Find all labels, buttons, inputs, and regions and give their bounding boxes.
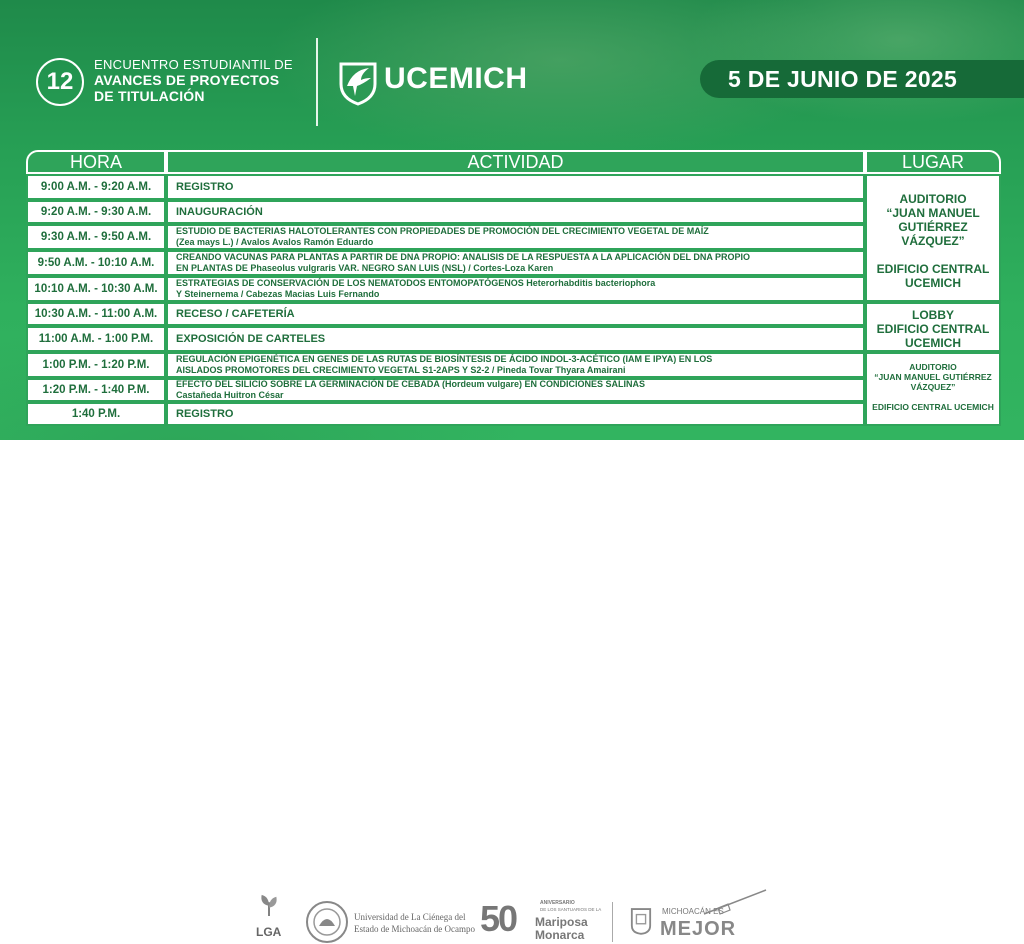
table-row [26,352,865,378]
pen-swoosh-icon [700,888,770,918]
activity-cell: INAUGURACIÓN [166,200,865,224]
activity-title: ESTUDIO DE BACTERIAS HALOTOLERANTES CON PROPIEDADES DE PROMOCIÓN DEL CRECIMIENTO VEGETAL DE MAÍZ [176,226,709,236]
activity-cell: REGISTRO [166,402,865,426]
activity-author: Castañeda Huitron César [176,390,284,400]
ucemich-wordmark: UCEMICH [384,62,528,95]
table-row [26,402,865,426]
header-time: HORA [26,150,166,174]
location-line: UCEMICH [905,336,961,350]
event-title-line1: ENCUENTRO ESTUDIANTIL DE [94,57,293,72]
location-line: UCEMICH [905,276,961,290]
table-row [26,174,865,200]
location-line: AUDITORIO [909,362,957,372]
time-cell: 9:00 A.M. - 9:20 A.M. [26,174,166,200]
table-row [26,200,865,224]
mejor-text: MEJOR [660,918,737,940]
header-activity: ACTIVIDAD [166,150,865,174]
location-line: AUDITORIO [899,192,967,206]
lga-text: LGA [256,925,282,939]
table-row [26,302,865,326]
monarca-text: Monarca [535,928,585,942]
michoacan-es-text: MICHOACÁN ES [662,907,724,916]
header-divider [316,38,318,126]
university-name-line1: Universidad de La Ciénega del [354,912,466,922]
header-location: LUGAR [865,150,1001,174]
location-line: VÁZQUEZ” [901,234,965,248]
location-line: EDIFICIO CENTRAL UCEMICH [872,402,994,412]
location-line: GUTIÉRREZ [898,220,968,234]
time-cell: 1:00 P.M. - 1:20 P.M. [26,352,166,378]
anniversary-sublabel: DE LOS SANTUARIOS DE LA [540,907,602,912]
event-title-line2: AVANCES DE PROYECTOS [94,72,280,88]
table-row [26,378,865,402]
activity-cell: REGISTRO [166,174,865,200]
activity-title: EFECTO DEL SILICIO SOBRE LA GERMINACIÓN DE CEBADA (Hordeum vulgare) EN CONDICIONES SALINAS [176,379,646,389]
mariposa-text: Mariposa [535,915,588,929]
activity-title: REGULACIÓN EPIGENÉTICA EN GENES DE LAS RUTAS DE BIOSÍNTESIS DE ÁCIDO INDOL-3-ACÉTICO (IAM E IPYA) EN LOS [176,354,713,364]
activity-cell [166,352,865,378]
table-row [26,276,865,302]
location-line: LOBBY [912,308,954,322]
activity-title: ESTRATEGIAS DE CONSERVACIÓN DE LOS NEMATODOS ENTOMOPATÓGENOS Heterorhabditis bacteriophora [176,278,656,288]
activity-author: Y Steinernema / Cabezas Macias Luis Fernando [176,289,380,299]
footer-divider [612,902,613,942]
activity-author: (Zea mays L.) / Avalos Avalos Ramón Eduardo [176,237,374,247]
location-line: VÁZQUEZ” [910,382,956,392]
university-name-line2: Estado de Michoacán de Ocampo [354,924,475,934]
activity-cell [166,378,865,402]
location-line: EDIFICIO CENTRAL [876,322,990,336]
university-seal-icon [305,900,349,944]
activity-author: EN PLANTAS DE Phaseolus vulgraris VAR. NEGRO SAN LUIS (NSL) / Cortes-Loza Karen [176,263,554,273]
table-row [26,250,865,276]
event-title [94,57,293,104]
activity-author: AISLADOS PROMOTORES DEL CRECIMIENTO VEGETAL S1-2APS Y S2-2 / Pineda Tovar Thyara Amairani [176,365,626,375]
lga-plant-icon [258,892,280,918]
event-date: 5 DE JUNIO DE 2025 [700,60,1024,98]
time-cell: 9:20 A.M. - 9:30 A.M. [26,200,166,224]
location-line: “JUAN MANUEL GUTIÉRREZ [874,372,992,382]
activity-cell [166,276,865,302]
activity-cell: RECESO / CAFETERÍA [166,302,865,326]
location-cell [865,302,1001,352]
banner-background [0,0,1024,440]
time-cell: 9:30 A.M. - 9:50 A.M. [26,224,166,250]
location-line: EDIFICIO CENTRAL [876,262,990,276]
activity-cell [166,250,865,276]
time-cell: 9:50 A.M. - 10:10 A.M. [26,250,166,276]
activity-title: CREANDO VACUNAS PARA PLANTAS A PARTIR DE DNA PROPIO: ANALISIS DE LA RESPUESTA A LA APLICACIÓN DEL DNA PROPIO [176,252,751,262]
time-cell: 10:30 A.M. - 11:00 A.M. [26,302,166,326]
location-cell [865,352,1001,426]
activity-cell: EXPOSICIÓN DE CARTELES [166,326,865,352]
time-cell: 1:20 P.M. - 1:40 P.M. [26,378,166,402]
location-line: “JUAN MANUEL [886,206,980,220]
michoacan-shield-icon [630,906,652,936]
footer-logos [0,440,1024,942]
ucemich-bird-logo-icon [335,60,381,106]
anniversary-label: ANIVERSARIO [540,900,575,906]
time-cell: 10:10 A.M. - 10:30 A.M. [26,276,166,302]
time-cell: 11:00 A.M. - 1:00 P.M. [26,326,166,352]
table-row [26,326,865,352]
edition-number-badge: 12 [36,58,84,106]
activity-cell [166,224,865,250]
table-row [26,224,865,250]
event-title-line3: DE TITULACIÓN [94,88,205,104]
location-cell [865,174,1001,302]
anniversary-number: 50 [480,898,517,939]
time-cell: 1:40 P.M. [26,402,166,426]
